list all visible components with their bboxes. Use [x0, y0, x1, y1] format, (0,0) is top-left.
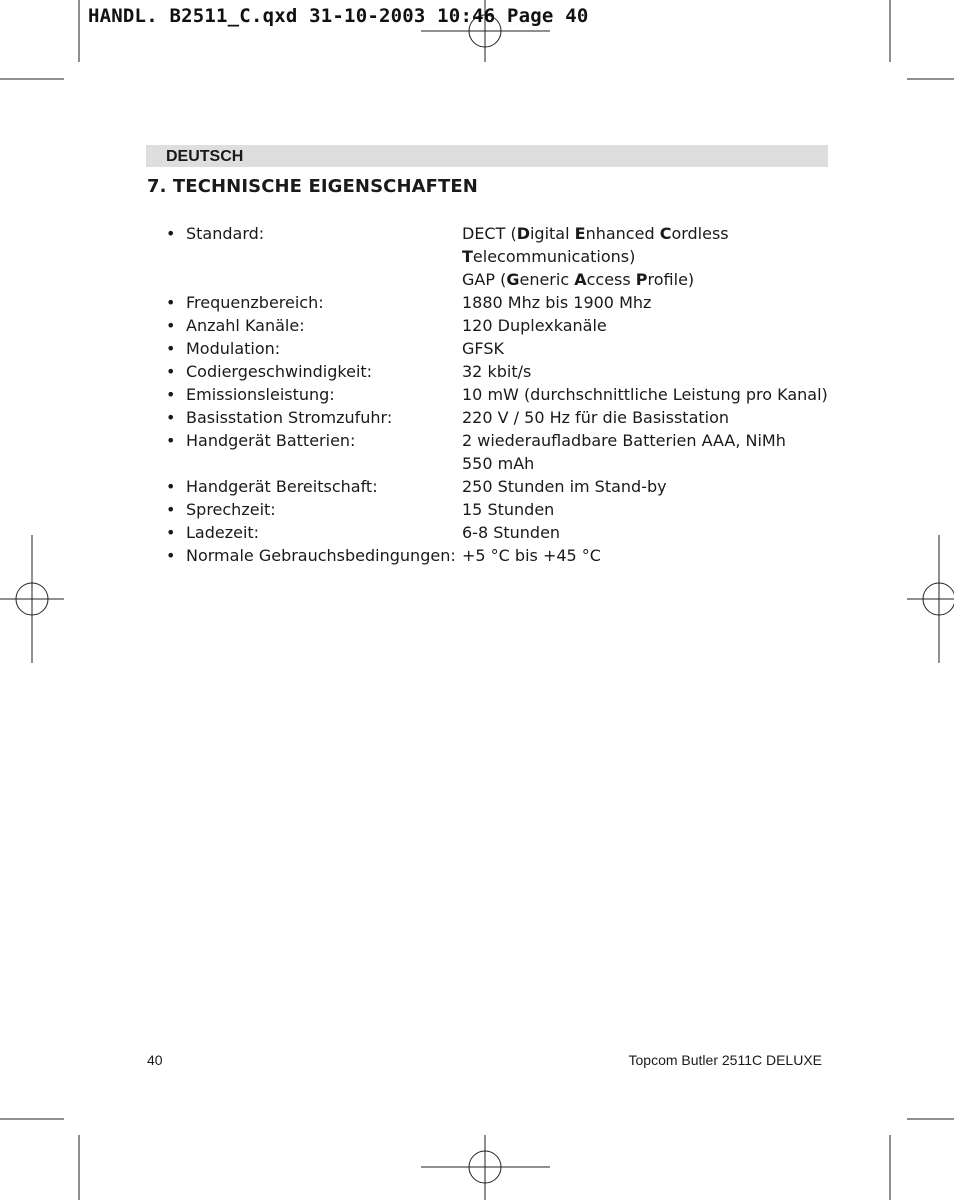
spec-item-standard — [0, 222, 954, 291]
spec-label: Sprechzeit: — [186, 500, 276, 519]
spec-value: +5 °C bis +45 °C — [462, 546, 601, 565]
spec-label: Emissionsleistung: — [186, 385, 335, 404]
value-line: Telecommunications) — [462, 247, 636, 266]
bullet: • — [166, 224, 176, 243]
bullet: • — [166, 362, 176, 381]
spec-value: 10 mW (durchschnittliche Leistung pro Kanal) — [462, 385, 828, 404]
spec-item — [0, 314, 954, 337]
spec-label: Standard: — [186, 224, 265, 243]
registration-mark-icon — [421, 1135, 550, 1200]
bullet: • — [166, 500, 176, 519]
section-heading: 7. TECHNISCHE EIGENSCHAFTEN — [147, 176, 478, 197]
bullet: • — [166, 523, 176, 542]
spec-value: 32 kbit/s — [462, 362, 532, 381]
spec-label: Ladezeit: — [186, 523, 260, 542]
language-label: DEUTSCH — [166, 148, 244, 165]
spec-item — [0, 337, 954, 360]
value-line: DECT (Digital Enhanced Cordless — [462, 224, 729, 243]
spec-label: Modulation: — [186, 339, 281, 358]
spec-value: GFSK — [462, 339, 504, 358]
spec-value: 15 Stunden — [462, 500, 555, 519]
spec-value: 6-8 Stunden — [462, 523, 561, 542]
spec-label: Frequenzbereich: — [186, 293, 324, 312]
spec-value: 2 wiederaufladbare Batterien AAA, NiMh 550 mAh — [462, 431, 786, 473]
spec-label: Handgerät Batterien: — [186, 431, 356, 450]
spec-item — [0, 383, 954, 406]
spec-label: Codiergeschwindigkeit: — [186, 362, 373, 381]
bullet: • — [166, 316, 176, 335]
spec-value: 120 Duplexkanäle — [462, 316, 607, 335]
spec-value: 1880 Mhz bis 1900 Mhz — [462, 293, 652, 312]
bullet: • — [166, 293, 176, 312]
value-line: GAP (Generic Access Profile) — [462, 270, 695, 289]
spec-list — [0, 222, 954, 567]
spec-value: 250 Stunden im Stand-by — [462, 477, 667, 496]
spec-value: 220 V / 50 Hz für die Basisstation — [462, 408, 730, 427]
spec-label: Basisstation Stromzufuhr: — [186, 408, 393, 427]
spec-item — [0, 360, 954, 383]
product-name: Topcom Butler 2511C DELUXE — [628, 1052, 822, 1068]
print-slug: HANDL. B2511_C.qxd 31-10-2003 10:46 Page 40 — [88, 5, 589, 27]
bullet: • — [166, 339, 176, 358]
spec-item — [0, 498, 954, 521]
spec-item — [0, 521, 954, 544]
spec-value-standard — [462, 222, 832, 291]
spec-item — [0, 544, 954, 567]
spec-item — [0, 406, 954, 429]
spec-label: Handgerät Bereitschaft: — [186, 477, 378, 496]
spec-item — [0, 291, 954, 314]
bullet: • — [166, 477, 176, 496]
spec-item — [0, 429, 954, 475]
bullet: • — [166, 408, 176, 427]
spec-label: Normale Gebrauchsbedingungen: — [186, 546, 456, 565]
bullet: • — [166, 431, 176, 450]
spec-item — [0, 475, 954, 498]
spec-label: Anzahl Kanäle: — [186, 316, 305, 335]
bullet: • — [166, 385, 176, 404]
page-number: 40 — [147, 1052, 163, 1068]
bullet: • — [166, 546, 176, 565]
language-section-bar — [146, 145, 828, 167]
